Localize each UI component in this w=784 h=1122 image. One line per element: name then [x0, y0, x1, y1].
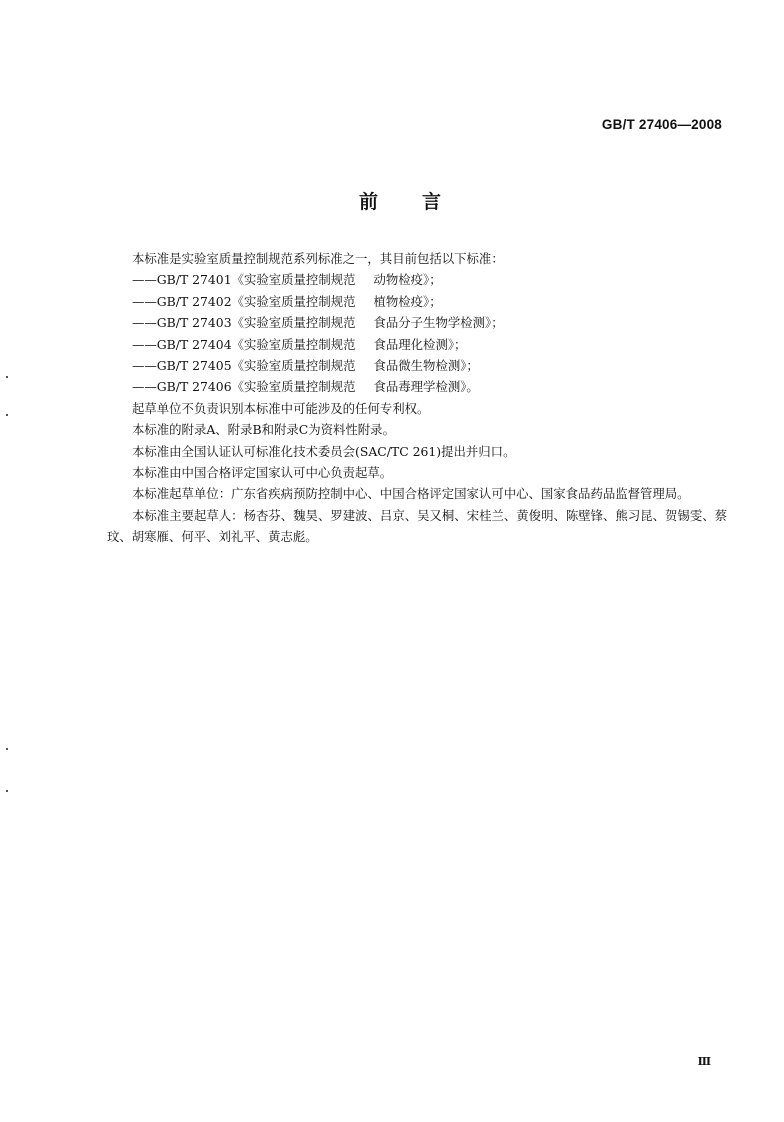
- standards-list: [107, 269, 727, 397]
- standard-series: 《实验室质量控制规范: [231, 293, 356, 309]
- scan-mark: [6, 376, 8, 378]
- scan-mark: [6, 790, 8, 792]
- standard-code: ——GB/T 27406: [132, 379, 232, 395]
- list-item: [107, 312, 727, 333]
- list-item: [107, 355, 727, 376]
- list-item: [107, 269, 727, 290]
- standard-code: ——GB/T 27404: [132, 336, 232, 352]
- standard-series: 《实验室质量控制规范: [231, 315, 356, 331]
- standard-subject: 食品毒理学检测》。: [373, 379, 479, 395]
- standard-code: ——GB/T 27405: [132, 358, 232, 374]
- drafting-units-paragraph: 本标准起草单位：广东省疾病预防控制中心、中国合格评定国家认可中心、国家食品药品监督管理局。: [132, 486, 690, 502]
- standard-subject: 食品分子生物学检测》；: [373, 315, 504, 331]
- standard-number: GB/T 27406—2008: [601, 117, 722, 132]
- standard-series: 《实验室质量控制规范: [231, 379, 356, 395]
- standard-subject: 食品微生物检测》；: [373, 358, 479, 374]
- responsible-paragraph: 本标准由中国合格评定国家认可中心负责起草。: [132, 465, 393, 481]
- annex-paragraph: 本标准的附录A、附录B和附录C为资料性附录。: [132, 422, 395, 438]
- proposed-paragraph: 本标准由全国认证认可标准化技术委员会(SAC/TC 261)提出并归口。: [132, 443, 516, 459]
- standard-code: ——GB/T 27403: [132, 315, 232, 331]
- list-item: [107, 291, 727, 312]
- scan-mark: [6, 414, 8, 416]
- standard-code: ——GB/T 27402: [132, 293, 232, 309]
- intro-paragraph: 本标准是实验室质量控制规范系列标准之一，其目前包括以下标准：: [132, 251, 504, 266]
- standard-series: 《实验室质量控制规范: [231, 272, 356, 288]
- list-item: [107, 334, 727, 355]
- scan-mark: [6, 748, 8, 750]
- standard-subject: 植物检疫》；: [373, 293, 442, 309]
- standard-subject: 动物检疫》；: [373, 272, 442, 288]
- patent-paragraph: 起草单位不负责识别本标准中可能涉及的任何专利权。: [132, 400, 430, 416]
- page-title: 前言: [358, 191, 485, 213]
- standard-series: 《实验室质量控制规范: [231, 336, 356, 352]
- list-item: [107, 376, 727, 397]
- drafters-paragraph: 本标准主要起草人：杨杏芬、魏昊、罗建波、吕京、吴又桐、宋桂兰、黄俊明、陈壁锋、熊习昆、贺锡雯、蔡玟、胡寒雁、何平、刘礼平、黄志彪。: [107, 507, 727, 545]
- standard-subject: 食品理化检测》；: [373, 336, 467, 352]
- standard-series: 《实验室质量控制规范: [231, 358, 356, 374]
- page-number: Ⅲ: [697, 1055, 711, 1068]
- foreword-body: [107, 248, 727, 548]
- standard-code: ——GB/T 27401: [132, 272, 232, 288]
